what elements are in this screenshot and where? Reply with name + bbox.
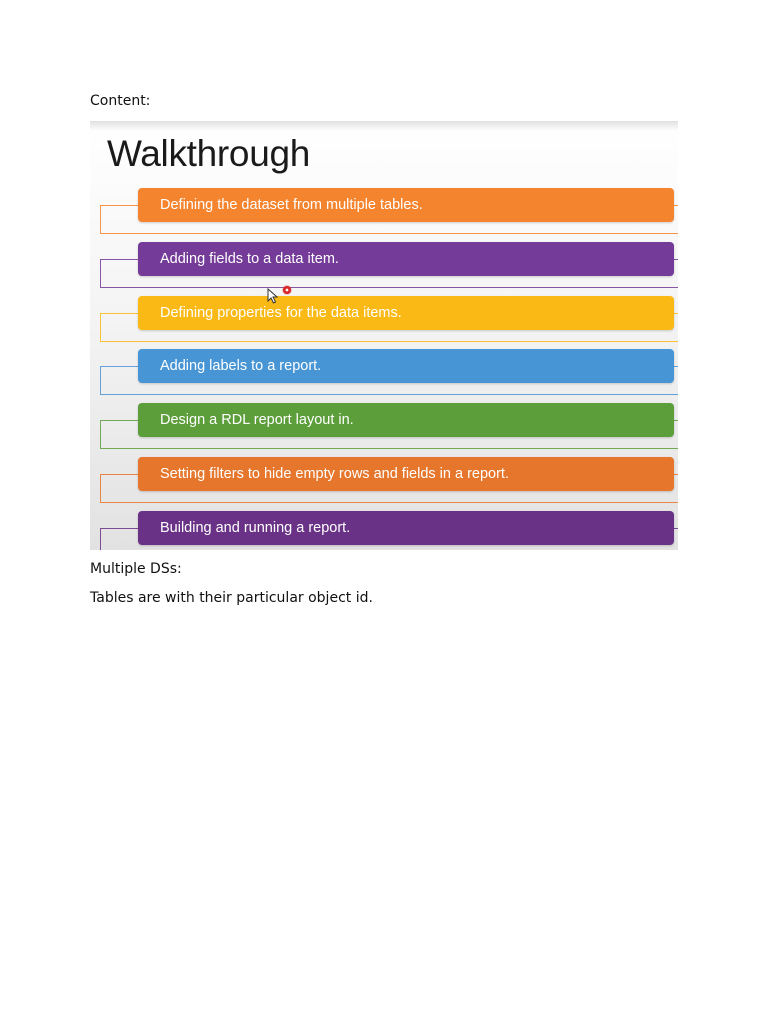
walkthrough-step — [90, 188, 678, 238]
walkthrough-step — [90, 403, 678, 453]
slide-top-shade — [90, 121, 678, 131]
walkthrough-step — [90, 349, 678, 399]
step-label: Setting filters to hide empty rows and fields in a report. — [138, 457, 674, 491]
step-label: Building and running a report. — [138, 511, 674, 545]
walkthrough-slide-image — [90, 121, 678, 550]
mouse-pointer-icon — [267, 288, 279, 304]
walkthrough-step — [90, 457, 678, 507]
step-label: Defining the dataset from multiple tables. — [138, 188, 674, 222]
walkthrough-step — [90, 511, 678, 550]
step-label: Design a RDL report layout in. — [138, 403, 674, 437]
walkthrough-step — [90, 296, 678, 346]
click-indicator-icon — [282, 285, 292, 295]
step-label: Adding fields to a data item. — [138, 242, 674, 276]
content-label: Content: — [90, 93, 151, 109]
step-label: Adding labels to a report. — [138, 349, 674, 383]
tables-note: Tables are with their particular object id. — [90, 590, 373, 606]
step-label: Defining properties for the data items. — [138, 296, 674, 330]
walkthrough-step — [90, 242, 678, 292]
multiple-ds-label: Multiple DSs: — [90, 561, 182, 577]
slide-title: Walkthrough — [107, 133, 311, 174]
